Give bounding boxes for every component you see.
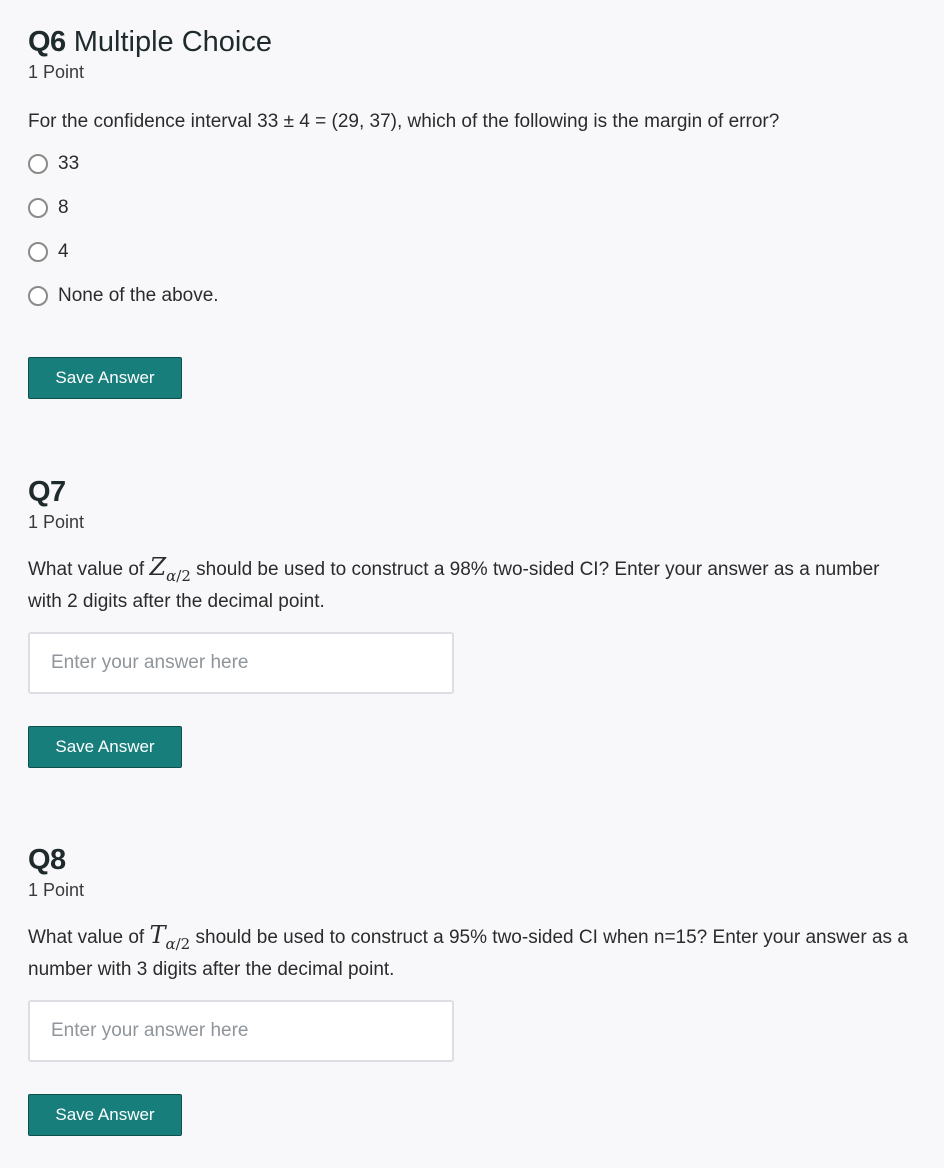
prompt-text-after: should be used to construct a 95% two-sided CI when n=15? Enter your answer as a number with 3 digits after the decimal point. [28, 927, 908, 980]
question-prompt [28, 554, 908, 618]
question-points: 1 Point [28, 880, 85, 900]
question-q7 [28, 474, 908, 768]
subscript-rest: /2 [175, 935, 191, 953]
option-label: 8 [58, 197, 69, 218]
radio-button[interactable] [28, 198, 48, 218]
answer-options [28, 142, 908, 318]
question-points: 1 Point [28, 512, 85, 532]
question-q8 [28, 842, 908, 1136]
question-q6 [28, 24, 908, 399]
option-4[interactable] [28, 230, 908, 274]
option-none-of-the-above[interactable] [28, 274, 908, 318]
question-number: Q8 [28, 844, 66, 876]
question-prompt: For the confidence interval 33 ± 4 = (29, 37), which of the following is the margin of error? [28, 111, 780, 132]
subscript-rest: /2 [176, 567, 191, 585]
radio-button[interactable] [28, 154, 48, 174]
question-points: 1 Point [28, 62, 85, 82]
save-answer-button[interactable]: Save Answer [28, 726, 182, 768]
option-33[interactable] [28, 142, 908, 186]
prompt-text-before: What value of [28, 559, 150, 580]
t-alpha-over-2-symbol [149, 921, 191, 953]
question-title [28, 24, 908, 60]
math-subscript [166, 567, 191, 585]
math-subscript [165, 935, 190, 953]
option-label: None of the above. [58, 285, 219, 306]
question-prompt [28, 922, 908, 986]
question-number: Q6 [28, 26, 66, 58]
prompt-text-after: should be used to construct a 98% two-sided CI? Enter your answer as a number with 2 digits after the decimal point. [28, 559, 880, 612]
save-answer-button[interactable]: Save Answer [28, 1094, 182, 1136]
subscript-variable: α [166, 567, 177, 585]
answer-input[interactable] [28, 632, 454, 694]
question-number: Q7 [28, 476, 66, 508]
z-alpha-over-2-symbol [149, 553, 191, 585]
save-answer-button[interactable]: Save Answer [28, 357, 182, 399]
option-label: 4 [58, 241, 69, 262]
math-symbol: Z [149, 553, 167, 581]
question-title [28, 842, 908, 878]
answer-input[interactable] [28, 1000, 454, 1062]
question-title [28, 474, 908, 510]
radio-button[interactable] [28, 286, 48, 306]
subscript-variable: α [165, 935, 176, 953]
option-8[interactable] [28, 186, 908, 230]
question-type: Multiple Choice [73, 26, 273, 58]
math-symbol: T [149, 921, 166, 949]
option-label: 33 [58, 153, 80, 174]
radio-button[interactable] [28, 242, 48, 262]
prompt-text-before: What value of [28, 927, 150, 948]
